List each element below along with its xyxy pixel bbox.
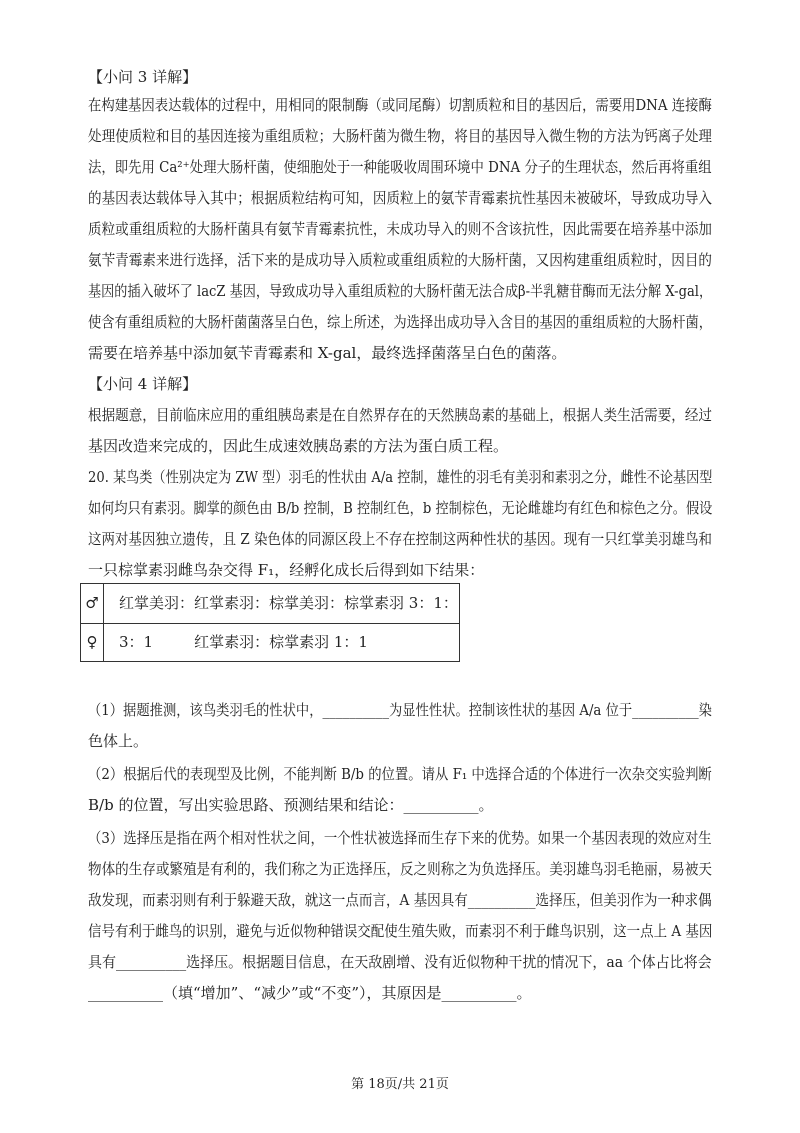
male-symbol: ♂ — [81, 584, 104, 623]
female-symbol: ♀ — [81, 623, 104, 662]
q4-line-2: 基因改造来完成的，因此生成速效胰岛素的方法为蛋白质工程。 — [88, 437, 509, 455]
part3-line-5: 具有__________选择压。根据题目信息，在天敌剧增、没有近似物种干扰的情况下，aa 个体占比将会 — [88, 953, 712, 971]
part1-line-2: 色体上。 — [88, 732, 149, 750]
male-result: 红掌美羽：红掌素羽：棕掌美羽：棕掌素羽 3：1：3：1 — [119, 594, 458, 651]
q3-line-4: 的基因表达载体导入其中；根据质粒结构可知，因质粒上的氨苄青霉素抗性基因未被破坏，导致成功导入 — [88, 189, 712, 207]
female-result: 红掌素羽：棕掌素羽 1：1 — [194, 633, 368, 651]
q20-intro-4: 一只棕掌素羽雌鸟杂交得 F₁，经孵化成长后得到如下结果： — [88, 561, 485, 579]
q3-line-5: 质粒或重组质粒的大肠杆菌具有氨苄青霉素抗性，未成功导入的则不含该抗性，因此需要在培养基中添加 — [88, 220, 712, 238]
q3-line-7: 基因的插入破坏了 lacZ 基因，导致成功导入重组质粒的大肠杆菌无法合成β-半乳糖苷酶而无法分解 X-gal， — [88, 282, 713, 300]
part3-line-1: （3）选择压是指在两个相对性状之间，一个性状被选择而生存下来的优势。如果一个基因表现的效应对生 — [88, 829, 712, 847]
part1-line-1: （1）据题推测，该鸟类羽毛的性状中，__________为显性性状。控制该性状的基因 A/a 位于__________染 — [88, 701, 712, 719]
part2-line-2: B/b 的位置，写出实验思路、预测结果和结论：__________。 — [88, 796, 494, 814]
part3-line-2: 物体的生存或繁殖是有利的，我们称之为正选择压，反之则称之为负选择压。美羽雄鸟羽毛艳丽，易被天 — [88, 860, 712, 878]
q3-line-9: 需要在培养基中添加氨苄青霉素和 X-gal，最终选择菌落呈白色的菌落。 — [88, 344, 567, 362]
q20-intro-2: 如何均只有素羽。脚掌的颜色由 B/b 控制，B 控制红色，b 控制棕色，无论雌雄均有红色和棕色之分。假设 — [88, 499, 713, 517]
q3-line-1: 在构建基因表达载体的过程中，用相同的限制酶（或同尾酶）切割质粒和目的基因后，需要用DNA 连接酶 — [88, 96, 712, 114]
q3-line-8: 使含有重组质粒的大肠杆菌菌落呈白色，综上所述，为选择出成功导入含目的基因的重组质粒的大肠杆菌， — [88, 313, 713, 331]
q4-header: 【小问 4 详解】 — [88, 375, 198, 393]
q20-intro-1: 20. 某鸟类（性别决定为 ZW 型）羽毛的性状由 A/a 控制，雄性的羽毛有美羽和素羽之分，雌性不论基因型 — [88, 468, 713, 486]
q3-line-3: 法，即先用 Ca²⁺处理大肠杆菌，使细胞处于一种能吸收周围环境中 DNA 分子的生理状态，然后再将重组 — [88, 158, 712, 176]
q3-header: 【小问 3 详解】 — [88, 68, 198, 86]
part3-line-3: 敌发现，而素羽则有利于躲避天敌，就这一点而言，A 基因具有__________选择压，但美羽作为一种求偶 — [88, 891, 712, 909]
q3-line-2: 处理使质粒和目的基因连接为重组质粒；大肠杆菌为微生物，将目的基因导入微生物的方法为钙离子处理 — [88, 127, 712, 145]
q3-line-6: 氨苄青霉素来进行选择，活下来的是成功导入质粒或重组质粒的大肠杆菌，又因构建重组质粒时，因目的 — [88, 251, 712, 269]
part2-line-1: （2）根据后代的表现型及比例，不能判断 B/b 的位置。请从 F₁ 中选择合适的个体进行一次杂交实验判断 — [88, 765, 712, 783]
q20-intro-3: 这两对基因独立遗传，且 Z 染色体的同源区段上不存在控制这两种性状的基因。现有一只红掌美羽雄鸟和 — [88, 530, 712, 548]
table-row-female — [81, 623, 459, 662]
q4-line-1: 根据题意，目前临床应用的重组胰岛素是在自然界存在的天然胰岛素的基础上，根据人类生活需要，经过 — [88, 406, 712, 424]
part3-line-6: __________（填“增加”、“减少”或“不变”），其原因是__________。 — [88, 984, 532, 1002]
result-table — [80, 583, 460, 662]
page-footer: 第 18页/共 21页 — [351, 1077, 449, 1092]
part3-line-4: 信号有利于雌鸟的识别，避免与近似物种错误交配使生殖失败，而素羽不利于雌鸟识别，这一点上 A 基因 — [88, 922, 713, 940]
